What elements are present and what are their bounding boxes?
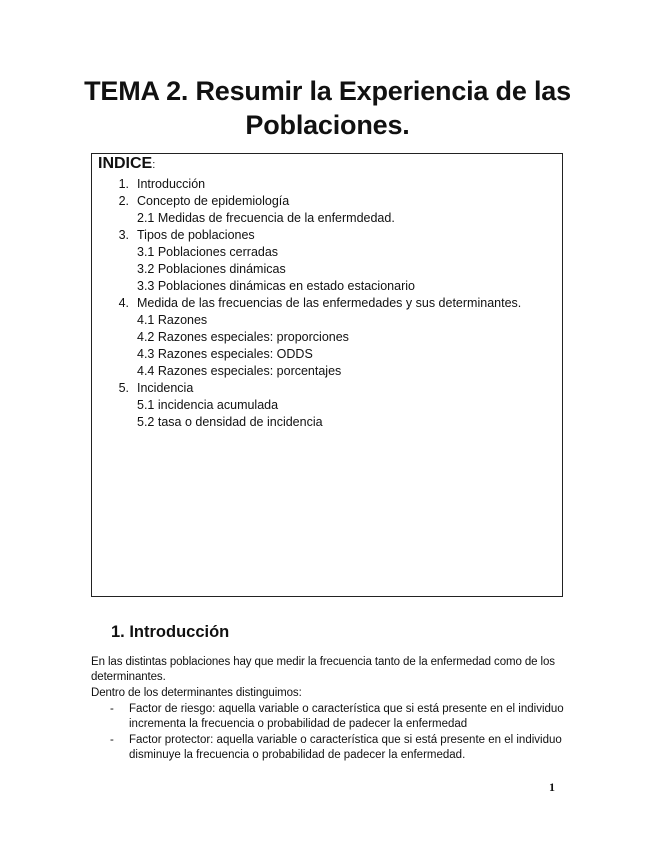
index-item-number: 1. [118, 177, 129, 191]
title-line-2: Poblaciones. [245, 110, 410, 140]
index-heading-colon: : [152, 159, 156, 171]
index-item-text: Introducción [137, 177, 206, 191]
index-item-number: 5. [118, 381, 129, 395]
bullet-text: Factor protector: aquella variable o característica que si está presente en el individuo disminuye la frecuencia o probabilidad de padecer la enfermedad. [129, 734, 562, 761]
index-item-text: Tipos de poblaciones [137, 228, 255, 242]
index-item [111, 295, 521, 311]
index-subitem: 4.4 Razones especiales: porcentajes [137, 364, 342, 378]
index-heading-label: INDICE [98, 155, 153, 172]
paragraph: En las distintas poblaciones hay que medir la frecuencia tanto de la enfermedad como de los determinantes. [91, 656, 555, 683]
title-line-1: TEMA 2. Resumir la Experiencia de las [84, 76, 571, 106]
index-item-number: 4. [118, 296, 129, 310]
index-item-text: Medida de las frecuencias de las enfermedades y sus determinantes. [137, 296, 522, 310]
index-item-text: Incidencia [137, 381, 194, 395]
index-item-number: 3. [118, 228, 129, 242]
section-heading: 1. Introducción [111, 623, 230, 641]
index-subitem: 3.2 Poblaciones dinámicas [137, 262, 286, 276]
bullet-text: Factor de riesgo: aquella variable o característica que si está presente en el individuo incrementa la frecuencia o probabilidad de padecer la enfermedad [129, 703, 564, 730]
index-heading [98, 155, 155, 173]
bullet-dash: - [110, 734, 114, 746]
index-box [91, 153, 563, 597]
index-subitem: 2.1 Medidas de frecuencia de la enfermdedad. [137, 211, 395, 225]
index-subitem: 5.1 incidencia acumulada [137, 398, 279, 412]
document-title [60, 74, 595, 142]
index-subitem: 4.2 Razones especiales: proporciones [137, 330, 349, 344]
index-subitem: 3.1 Poblaciones cerradas [137, 245, 279, 259]
index-item-text: Concepto de epidemiología [137, 194, 290, 208]
index-item [111, 380, 193, 396]
index-subitem: 4.3 Razones especiales: ODDS [137, 347, 313, 361]
index-subitem: 3.3 Poblaciones dinámicas en estado estacionario [137, 279, 415, 293]
paragraph: Dentro de los determinantes distinguimos: [91, 687, 302, 699]
index-item [111, 193, 289, 209]
page-number: 1 [549, 780, 555, 794]
index-item-number: 2. [118, 194, 129, 208]
index-item [111, 176, 205, 192]
index-subitem: 5.2 tasa o densidad de incidencia [137, 415, 323, 429]
bullet-dash: - [110, 703, 114, 715]
index-subitem: 4.1 Razones [137, 313, 208, 327]
index-item [111, 227, 255, 243]
